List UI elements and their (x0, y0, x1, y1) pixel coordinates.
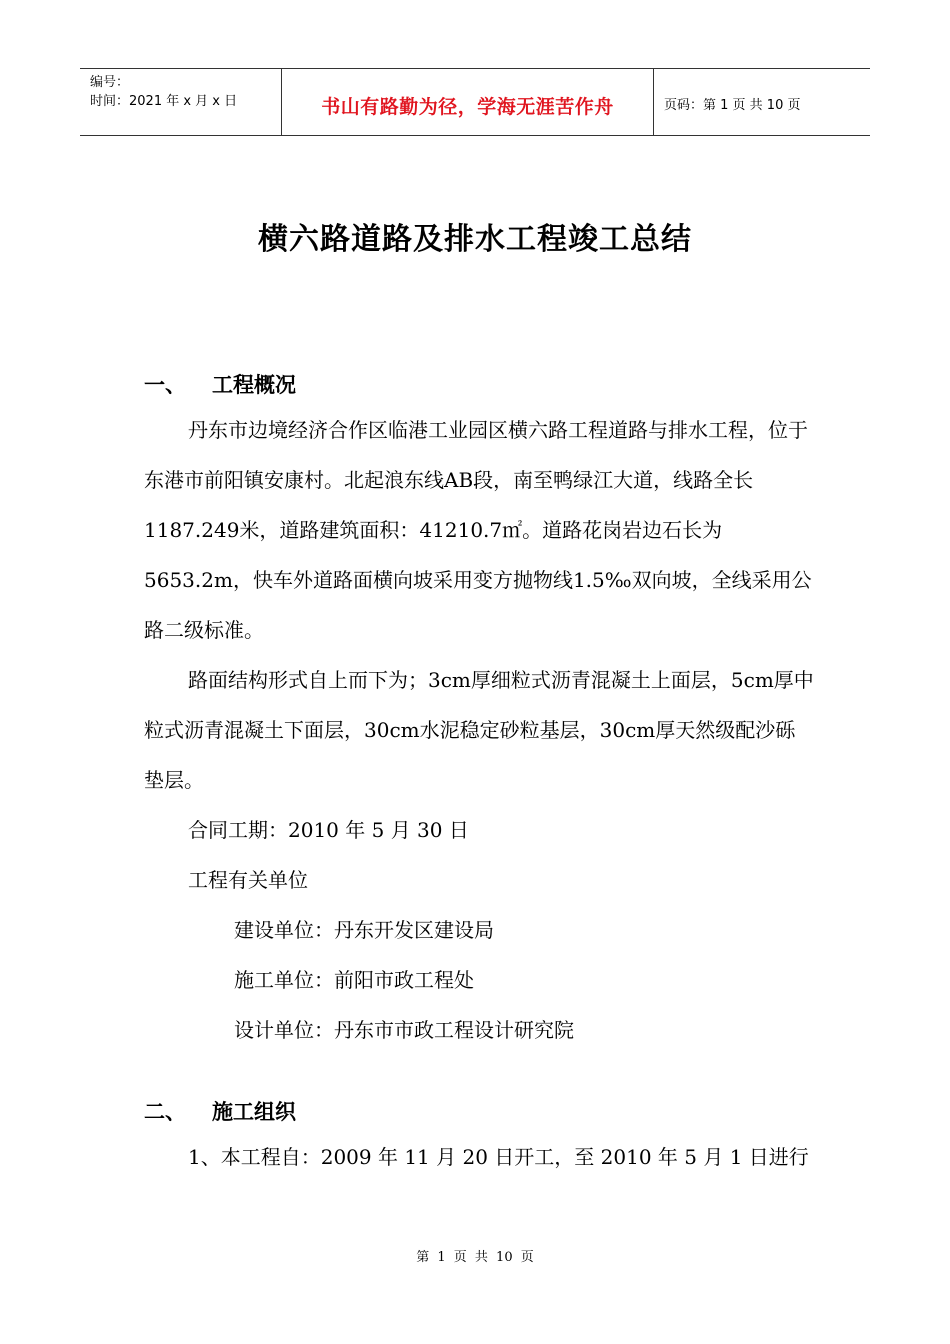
section-heading-overview (144, 365, 814, 405)
document-title: 横六路道路及排水工程竣工总结 (258, 222, 692, 257)
organization-item-1: 1、本工程自：2009 年 11 月 20 日开工，至 2010 年 5 月 1 日进行 (188, 1145, 809, 1169)
header-motto-cell (281, 69, 654, 135)
document-body (144, 365, 814, 1182)
motto-text: 书山有路勤为径，学海无涯苦作舟 (321, 95, 614, 118)
section-title: 工程概况 (212, 373, 296, 397)
page-info: 页码：第 1 页 共 10 页 (664, 97, 801, 113)
header-left-cell (80, 69, 281, 135)
time-label: 时间：2021 年 x 月 x 日 (90, 94, 238, 109)
pavement-structure-paragraph: 路面结构形式自上而下为；3cm厚细粒式沥青混凝土上面层，5cm厚中粒式沥青混凝土下面层，30cm水泥稳定砂粒基层，30cm厚天然级配沙砾垫层。 (144, 668, 814, 792)
section-number: 一、 (144, 373, 186, 397)
number-label: 编号： (90, 75, 130, 90)
section-number: 二、 (144, 1100, 186, 1124)
builder-unit: 建设单位：丹东开发区建设局 (234, 918, 494, 942)
page-footer: 第 1 页 共 10 页 (416, 1250, 534, 1265)
page-header (80, 68, 870, 136)
overview-paragraph: 丹东市边境经济合作区临港工业园区横六路工程道路与排水工程，位于东港市前阳镇安康村。北起浪东线AB段，南至鸭绿江大道，线路全长1187.249米，道路建筑面积：41210.7㎡。道路花岗岩边石长为5653.2m，快车外道路面横向坡采用变方抛物线1.5‰双向坡，全线采用公路二级标准。 (144, 418, 812, 642)
contract-period: 合同工期：2010 年 5 月 30 日 (188, 818, 469, 842)
section-heading-organization (144, 1092, 814, 1132)
units-heading: 工程有关单位 (188, 868, 308, 892)
designer-unit: 设计单位：丹东市市政工程设计研究院 (234, 1018, 574, 1042)
header-page-cell (654, 69, 870, 135)
section-title: 施工组织 (212, 1100, 296, 1124)
contractor-unit: 施工单位：前阳市政工程处 (234, 968, 474, 992)
